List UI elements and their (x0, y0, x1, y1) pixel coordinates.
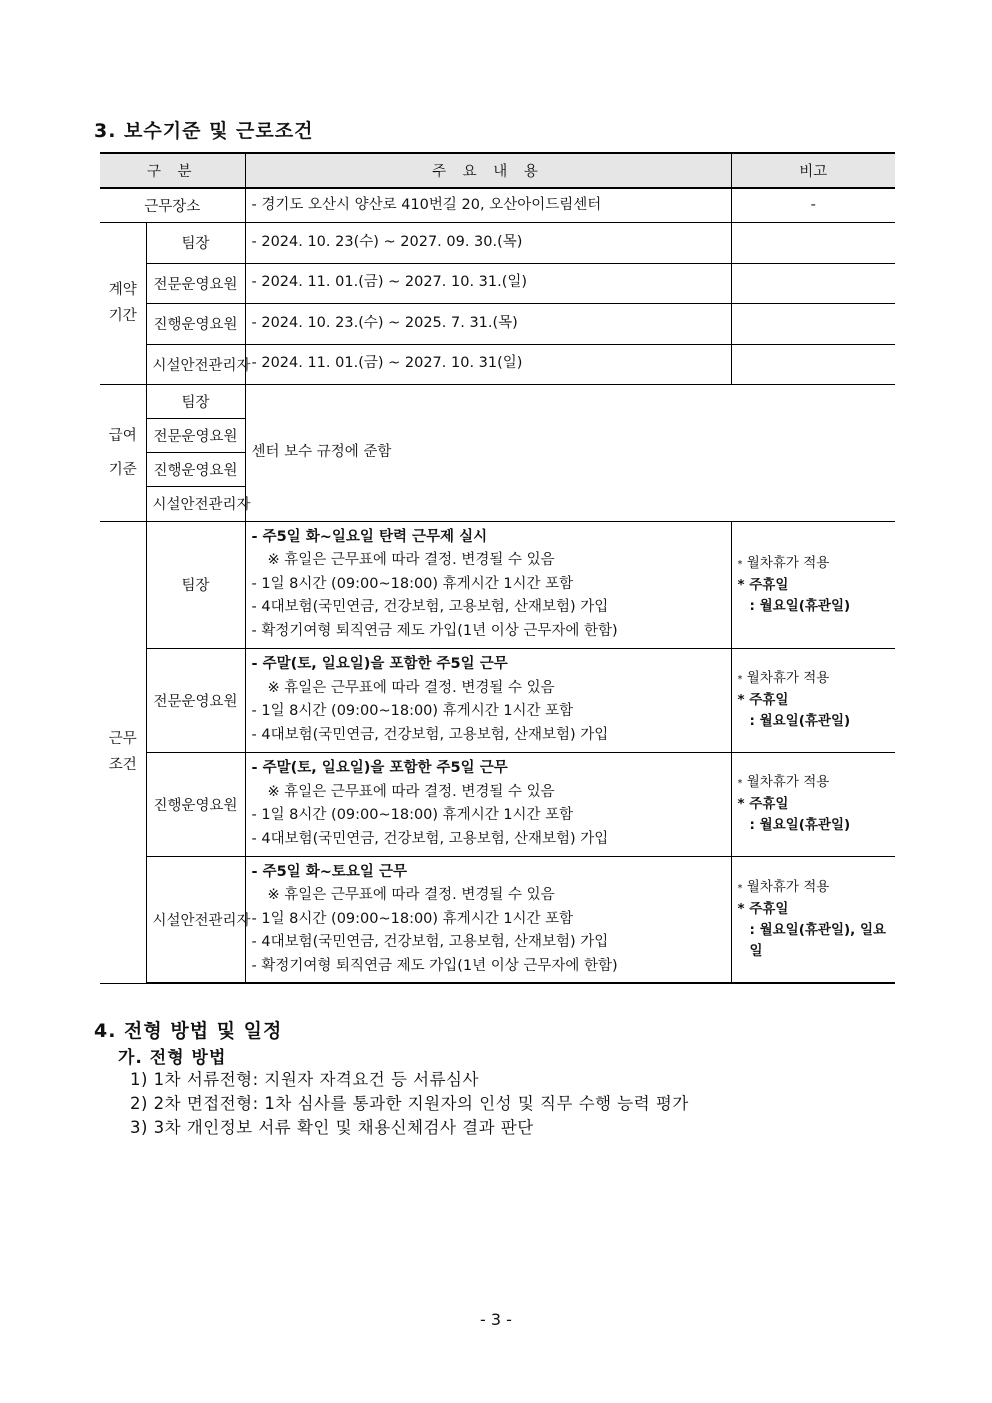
salary-value: 센터 보수 규정에 준함 (245, 384, 895, 521)
contract-row (100, 344, 895, 384)
list-item: 1) 1차 서류전형: 지원자 자격요건 등 서류심사 (130, 1070, 479, 1089)
pay-and-working-conditions-table (100, 152, 895, 984)
condition-details: - 주5일 화~일요일 탄력 근무제 실시 ※ 휴일은 근무표에 따라 결정. 변경될 수 있음 - 1일 8시간 (09:00~18:00) 휴게시간 1시간 포함 - 4대보험(국민연금, 건강보험, 고용보험, 산재보험) 가입 - 확정기여형 퇴직연금 제도 가입(1년 이상 근무자에 한함) (245, 521, 731, 648)
selection-steps-list (130, 1068, 689, 1140)
contract-row (100, 303, 895, 344)
conditions-group-label: 근무 조건 (100, 521, 146, 983)
condition-details: - 주말(토, 일요일)을 포함한 주5일 근무 ※ 휴일은 근무표에 따라 결정. 변경될 수 있음 - 1일 8시간 (09:00~18:00) 휴게시간 1시간 포함 - 4대보험(국민연금, 건강보험, 고용보험, 산재보험) 가입 (245, 648, 731, 752)
salary-group-label: 급여 기준 (100, 384, 146, 521)
condition-remark: * 월차휴가 적용 * 주휴일 : 월요일(휴관일) (731, 648, 895, 752)
section-4-title: 4. 전형 방법 및 일정 (94, 1020, 283, 1042)
header-remarks: 비고 (731, 153, 895, 188)
list-item: 3) 3차 개인정보 서류 확인 및 채용신체검사 결과 판단 (130, 1118, 534, 1137)
header-content: 주 요 내 용 (245, 153, 731, 188)
contract-period: - 2024. 11. 01.(금) ~ 2027. 10. 31.(일) (245, 263, 731, 303)
salary-role: 진행운영요원 (146, 452, 245, 486)
contract-role: 팀장 (146, 222, 245, 263)
contract-role: 전문운영요원 (146, 263, 245, 303)
condition-details: - 주말(토, 일요일)을 포함한 주5일 근무 ※ 휴일은 근무표에 따라 결정. 변경될 수 있음 - 1일 8시간 (09:00~18:00) 휴게시간 1시간 포함 - 4대보험(국민연금, 건강보험, 고용보험, 산재보험) 가입 (245, 752, 731, 856)
section-4-subtitle: 가. 전형 방법 (118, 1048, 227, 1068)
condition-remark: * 월차휴가 적용 * 주휴일 : 월요일(휴관일) (731, 521, 895, 648)
condition-role: 전문운영요원 (146, 648, 245, 752)
workplace-label: 근무장소 (100, 188, 245, 222)
condition-remark: * 월차휴가 적용 * 주휴일 : 월요일(휴관일), 일요일 (731, 856, 895, 983)
list-item: 2) 2차 면접전형: 1차 심사를 통과한 지원자의 인성 및 직무 수행 능력 평가 (130, 1094, 689, 1113)
contract-row (100, 263, 895, 303)
salary-row (100, 384, 895, 418)
salary-role: 팀장 (146, 384, 245, 418)
condition-remark: * 월차휴가 적용 * 주휴일 : 월요일(휴관일) (731, 752, 895, 856)
condition-role: 시설안전관리자 (146, 856, 245, 983)
page-number: - 3 - (480, 1310, 512, 1329)
salary-role: 전문운영요원 (146, 418, 245, 452)
contract-group-label: 계약 기간 (100, 222, 146, 384)
workplace-remark: - (731, 188, 895, 222)
workplace-row (100, 188, 895, 222)
condition-row (100, 648, 895, 752)
contract-role: 진행운영요원 (146, 303, 245, 344)
salary-role: 시설안전관리자 (146, 486, 245, 521)
contract-role: 시설안전관리자 (146, 344, 245, 384)
contract-period: - 2024. 10. 23.(수) ~ 2025. 7. 31.(목) (245, 303, 731, 344)
section-3-title: 3. 보수기준 및 근로조건 (94, 120, 314, 142)
condition-role: 진행운영요원 (146, 752, 245, 856)
condition-details: - 주5일 화~토요일 근무 ※ 휴일은 근무표에 따라 결정. 변경될 수 있음 - 1일 8시간 (09:00~18:00) 휴게시간 1시간 포함 - 4대보험(국민연금, 건강보험, 고용보험, 산재보험) 가입 - 확정기여형 퇴직연금 제도 가입(1년 이상 근무자에 한함) (245, 856, 731, 983)
contract-period: - 2024. 10. 23(수) ~ 2027. 09. 30.(목) (245, 222, 731, 263)
contract-row (100, 222, 895, 263)
condition-row (100, 856, 895, 983)
condition-row (100, 521, 895, 648)
condition-row (100, 752, 895, 856)
header-category: 구 분 (100, 153, 245, 188)
workplace-value: - 경기도 오산시 양산로 410번길 20, 오산아이드림센터 (245, 188, 731, 222)
contract-period: - 2024. 11. 01.(금) ~ 2027. 10. 31(일) (245, 344, 731, 384)
condition-role: 팀장 (146, 521, 245, 648)
table-header-row (100, 153, 895, 188)
